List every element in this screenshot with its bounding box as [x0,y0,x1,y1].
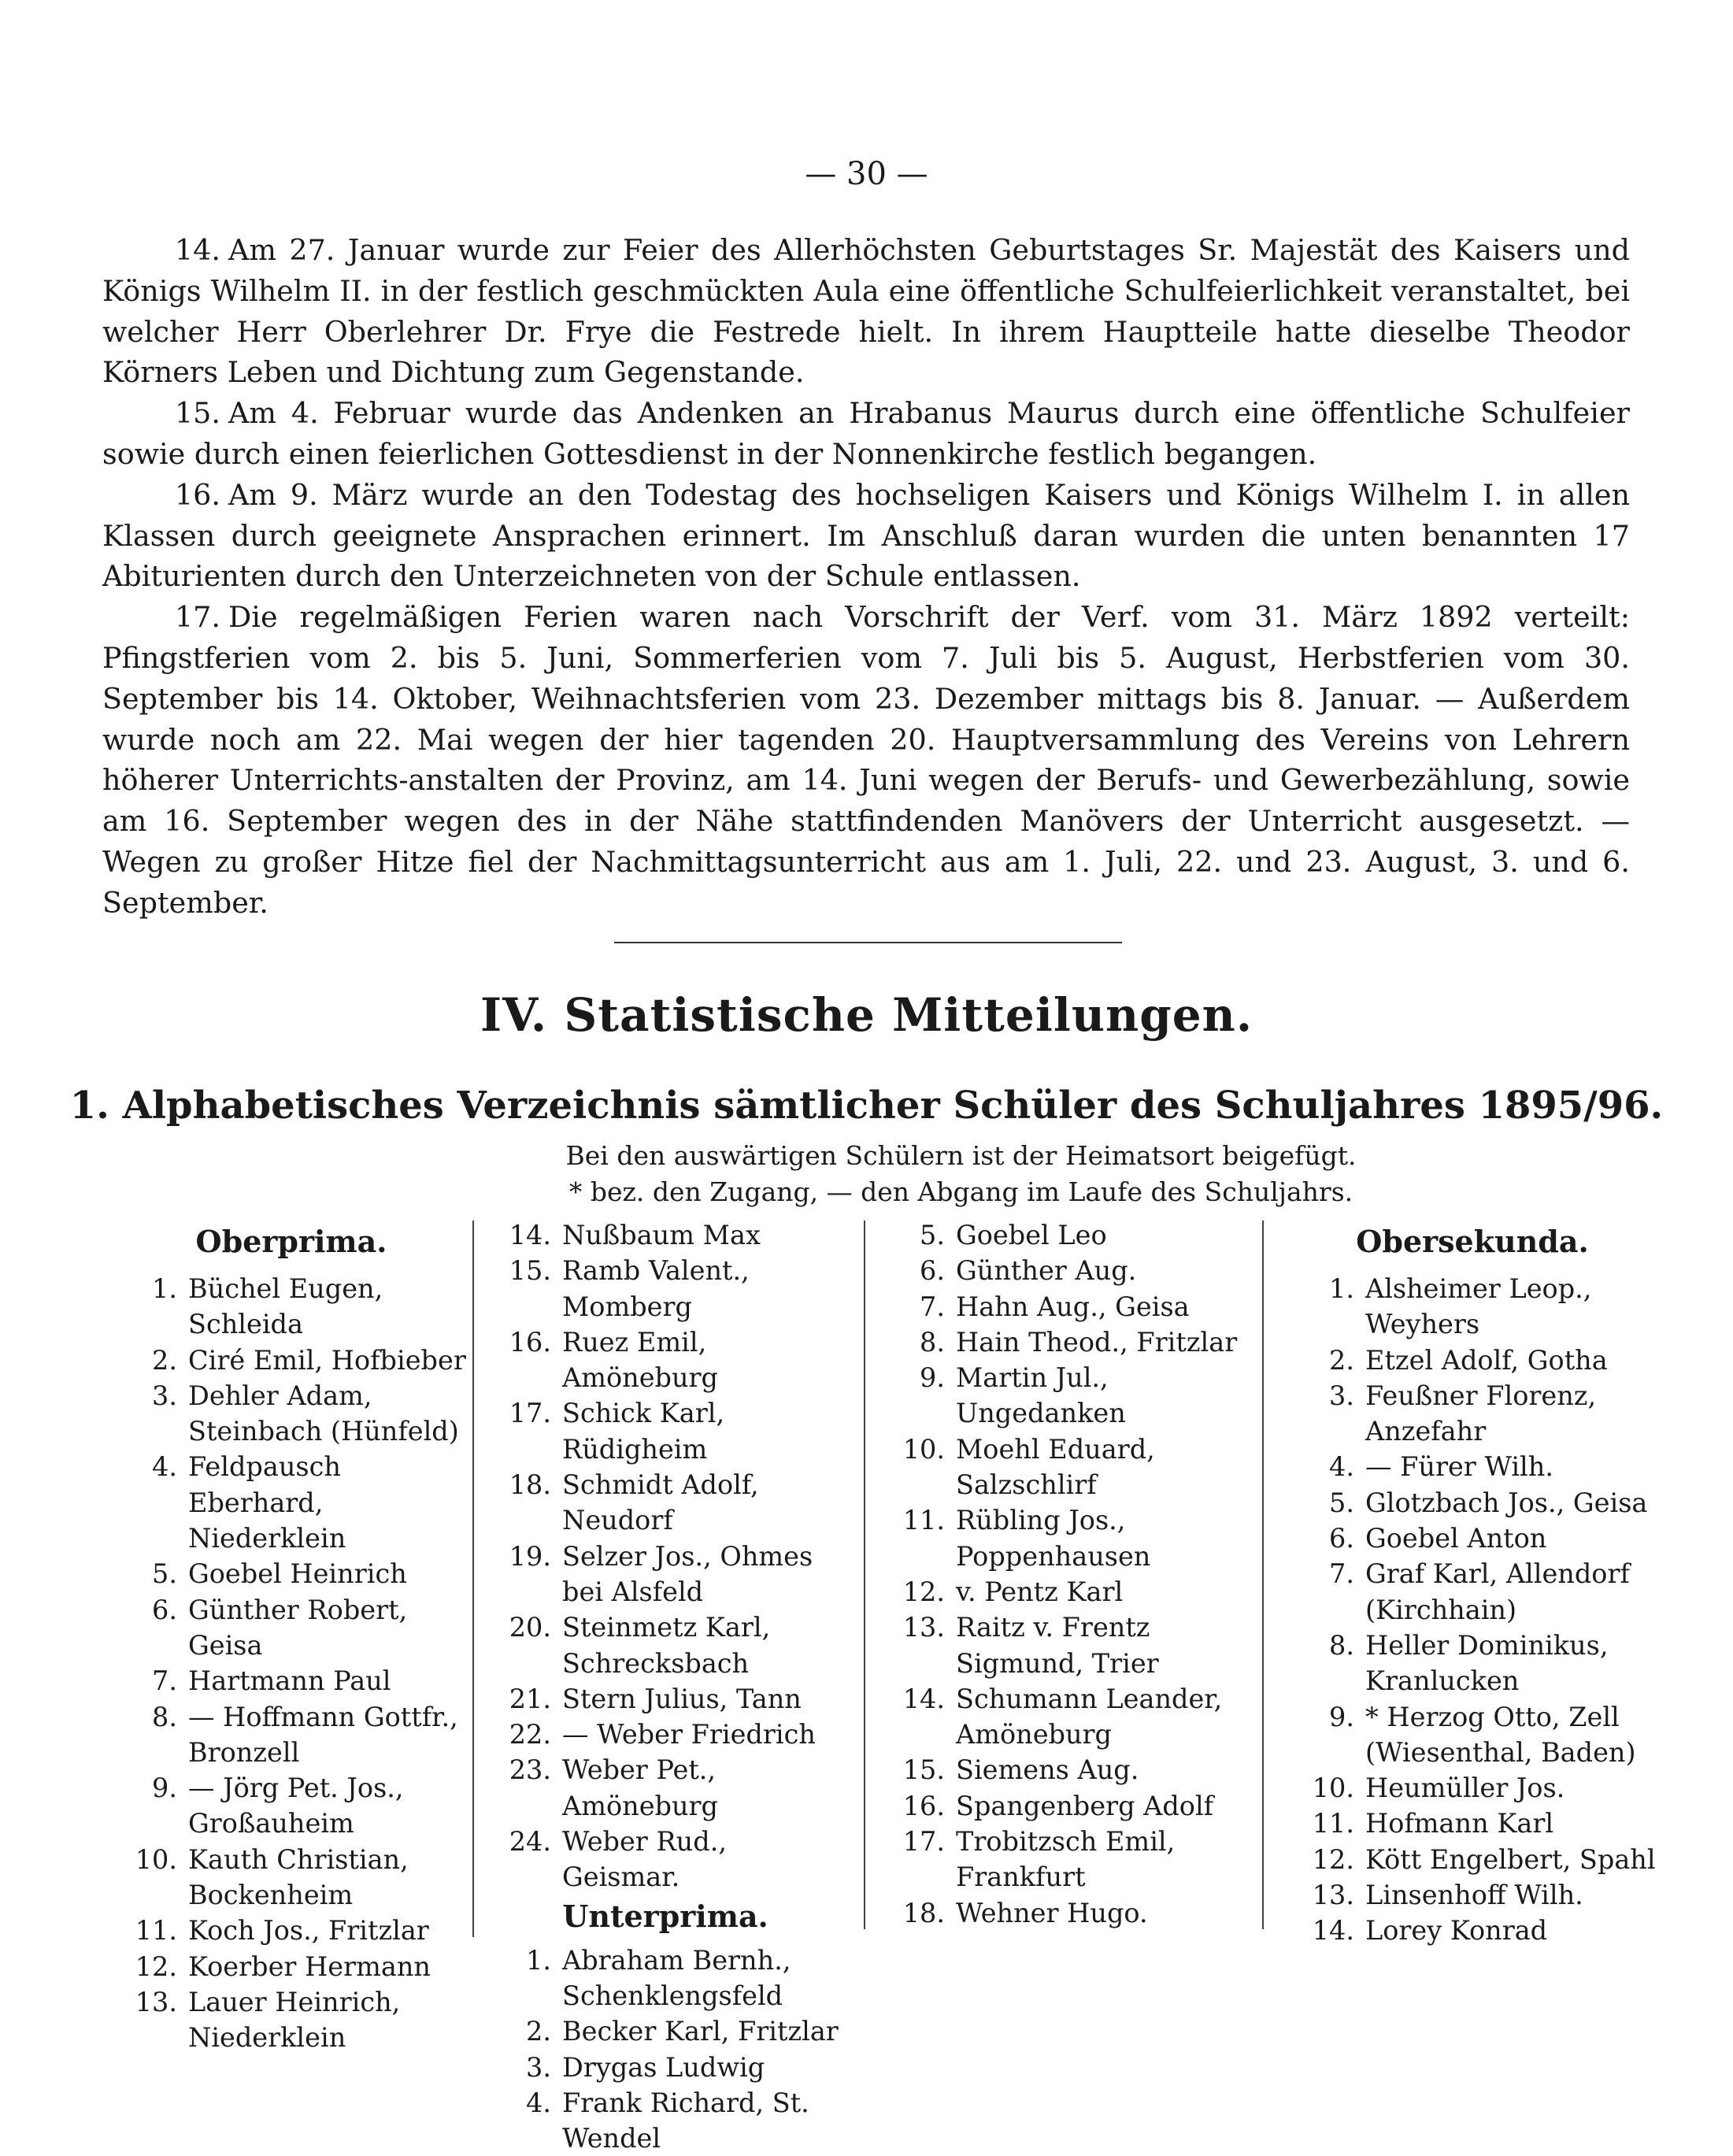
student-number: 17. [902,1826,945,1858]
student-name: Wehner Hugo. [956,1897,1148,1928]
student-name: Feußner Florenz, Anzefahr [1365,1380,1597,1447]
student-entry [480,2013,850,2049]
student-name: Heumüller Jos. [1365,1773,1565,1804]
student-entry [1283,1770,1661,1806]
student-number: 8. [920,1326,945,1358]
paragraph-number: 16. [174,477,220,512]
student-name: — Weber Friedrich [562,1719,816,1750]
paragraph-17 [102,597,1630,923]
student-entry [480,1610,850,1681]
student-name: Kött Engelbert, Spahl [1365,1843,1656,1875]
student-entry [106,1949,476,1984]
student-number: 15. [902,1754,945,1786]
student-number: 3. [152,1380,177,1411]
student-number: 9. [152,1773,177,1804]
student-number: 2. [526,2016,551,2047]
student-number: 5. [1329,1487,1354,1518]
student-number: 20. [509,1612,551,1643]
student-number: 16. [902,1790,945,1821]
student-entry [1283,1877,1661,1913]
student-name: — Jörg Pet. Jos., Großauheim [188,1773,404,1839]
student-entry [106,1592,476,1664]
student-entry [106,1984,476,2056]
paragraph-number: 15. [174,396,220,431]
paragraph-number: 14. [174,233,220,267]
student-name: v. Pentz Karl [956,1576,1124,1607]
student-name: Kauth Christian, Bockenheim [188,1843,409,1911]
student-name: Feldpausch Eberhard, Niederklein [188,1451,346,1554]
student-name: Alsheimer Leop., Weyhers [1365,1273,1592,1340]
student-entry [106,1663,476,1698]
student-entry [874,1502,1256,1574]
student-number: 10. [902,1433,945,1465]
student-name: Goebel Anton [1365,1523,1547,1554]
student-name: Ciré Emil, Hofbieber [188,1344,466,1376]
student-name: Siemens Aug. [956,1754,1139,1786]
student-number: 21. [509,1683,551,1714]
student-name: Hofmann Karl [1365,1808,1554,1839]
student-number: 7. [152,1665,177,1697]
paragraph-text: Die regelmäßigen Ferien waren nach Vorschrift der Verf. vom 31. März 1892 verteilt: Pfingstferien vom 2. bis 5. Juni, Sommerferien vom 7. Juli bis 5. August, Herbstferien vom 30. September bis 14. Oktober, Weihnachtsferien vom 23. Dezember mittags bis 8. Januar. — Außerdem wurde noch am 22. Mai wegen der hier tagenden 20. Hauptversammlung des Vereins von Lehrern höherer Unterrichts-anstalten der Provinz, am 14. Juni wegen der Berufs- und Gewerbezählung, sowie am 16. September wegen des in der Nähe stattfindenden Manövers der Unterricht ausgesetzt. — Wegen zu großer Hitze fiel der Nachmittagsunterricht aus am 1. Juli, 22. und 23. August, 3. und 6. September. [102,600,1630,920]
student-name: Nußbaum Max [562,1220,761,1250]
student-number: 3. [1329,1380,1354,1411]
student-name: Becker Karl, Fritzlar [562,2016,839,2047]
student-entry [1283,1378,1661,1450]
student-name: Linsenhoff Wilh. [1365,1880,1583,1911]
student-entry [480,1467,850,1539]
student-number: 4. [526,2087,551,2118]
student-entry [874,1432,1256,1503]
student-entry [106,1449,476,1556]
student-name: Frank Richard, St. Wendel [562,2087,809,2154]
student-number: 9. [920,1362,945,1394]
student-name: Schick Karl, Rüdigheim [562,1398,725,1465]
student-list [106,1271,476,2056]
list-note-legend: * bez. den Zugang, — den Abgang im Laufe des Schuljahrs. [568,1176,1353,1207]
student-entry [1283,1343,1661,1378]
student-number: 14. [509,1220,551,1250]
student-name: Hain Theod., Fritzlar [956,1326,1238,1358]
student-name: Lorey Konrad [1365,1915,1548,1947]
student-name: Goebel Leo [956,1220,1107,1250]
student-name: Günther Robert, Geisa [188,1594,408,1661]
student-name: Schmidt Adolf, Neudorf [562,1469,759,1536]
student-number: 13. [1312,1880,1354,1911]
student-entry [1283,1521,1661,1556]
student-entry [106,1343,476,1378]
student-name: Büchel Eugen, Schleida [188,1273,383,1340]
student-name: Lauer Heinrich, Niederklein [188,1986,401,2054]
student-entry [480,1752,850,1824]
student-number: 17. [509,1398,551,1429]
student-name: — Fürer Wilh. [1365,1451,1553,1483]
list-title: 1. Alphabetisches Verzeichnis sämtlicher Schüler des Schuljahres 1895/96. [69,1084,1664,1128]
student-entry [874,1788,1256,1824]
student-entry [480,1395,850,1467]
student-number: 4. [1329,1451,1354,1483]
list-note-home-town: Bei den auswärtigen Schülern ist der Heimatsort beigefügt. [565,1140,1357,1171]
student-entry [874,1574,1256,1610]
student-number: 18. [509,1469,551,1501]
student-number: 16. [509,1326,551,1358]
student-entry [874,1824,1256,1895]
paragraph-14 [102,230,1630,393]
student-number: 19. [509,1540,551,1572]
student-name: Steinmetz Karl, Schrecksbach [562,1612,771,1679]
student-name: Moehl Eduard, Salzschlirf [956,1433,1155,1501]
student-entry [106,1556,476,1591]
student-entry [480,1217,850,1253]
student-number: 10. [1312,1773,1354,1804]
student-entry [1283,1806,1661,1841]
student-name: Günther Aug. [956,1255,1137,1287]
student-number: 12. [135,1950,177,1982]
paragraph-text: Am 9. März wurde an den Todestag des hochseligen Kaisers und Königs Wilhelm I. in allen Klassen durch geeignete Ansprachen erinnert. Im Anschluß daran wurden die unten benannten 17 Abiturienten durch den Unterzeichneten von der Schule entlassen. [102,477,1630,594]
student-number: 6. [152,1594,177,1625]
student-number: 6. [920,1255,945,1287]
student-list [480,1217,850,1895]
student-name: Trobitzsch Emil, Frankfurt [956,1826,1176,1893]
student-entry [874,1324,1256,1360]
student-name: Hartmann Paul [188,1665,391,1697]
student-entry [874,1289,1256,1324]
student-entry [106,1699,476,1771]
student-number: 1. [1329,1273,1354,1304]
student-number: 14. [1312,1915,1354,1947]
student-entry [106,1913,476,1948]
student-name: Koch Jos., Fritzlar [188,1915,429,1947]
student-entry [480,2050,850,2085]
student-number: 11. [1312,1808,1354,1839]
student-name: Goebel Heinrich [188,1558,407,1590]
student-name: Abraham Bernh., Schenklengsfeld [562,1944,791,2011]
student-name: Spangenberg Adolf [956,1790,1214,1821]
student-name: Ruez Emil, Amöneburg [562,1326,719,1394]
student-number: 1. [526,1944,551,1976]
student-number: 7. [1329,1558,1354,1590]
student-name: Glotzbach Jos., Geisa [1365,1487,1648,1518]
student-number: 13. [902,1612,945,1643]
student-entry [480,1943,850,2014]
student-name: Etzel Adolf, Gotha [1365,1344,1608,1376]
paragraph-text: Am 4. Februar wurde das Andenken an Hrabanus Maurus durch eine öffentliche Schulfeier sowie durch einen feierlichen Gottesdienst in der Nonnenkirche festlich begangen. [102,396,1630,471]
student-list [480,1943,850,2156]
student-number: 3. [526,2051,551,2083]
student-entry [874,1253,1256,1288]
student-entry [1283,1449,1661,1484]
student-name: Raitz v. Frentz Sigmund, Trier [956,1612,1159,1679]
section-title: IV. Statistische Mitteilungen. [480,988,1253,1042]
student-number: 2. [152,1344,177,1376]
student-number: 5. [152,1558,177,1590]
student-number: 23. [509,1754,551,1786]
student-entry [1283,1271,1661,1343]
section-divider [614,942,1122,943]
student-number: 2. [1329,1344,1354,1376]
student-name: Dehler Adam, Steinbach (Hünfeld) [188,1380,459,1447]
student-name: Rübling Jos., Poppenhausen [956,1505,1151,1572]
student-name: Weber Pet., Amöneburg [562,1754,719,1821]
student-number: 18. [902,1897,945,1928]
student-entry [874,1360,1256,1432]
page-number: — 30 — [805,156,928,192]
student-entry [874,1217,1256,1253]
student-entry [480,1681,850,1717]
student-entry [106,1378,476,1450]
student-name: — Hoffmann Gottfr., Bronzell [188,1701,458,1768]
student-entry [106,1271,476,1343]
student-name: Stern Julius, Tann [562,1683,802,1714]
column-unterprima-cont [874,1217,1256,1931]
student-entry [1283,1628,1661,1699]
column-oberprima-cont [480,1217,850,2156]
student-entry [874,1610,1256,1681]
student-number: 14. [902,1683,945,1714]
student-number: 12. [1312,1843,1354,1875]
student-entry [874,1752,1256,1787]
student-entry [480,2085,850,2156]
student-number: 1. [152,1273,177,1304]
body-paragraphs [102,230,1630,924]
student-entry [106,1770,476,1842]
student-number: 11. [135,1915,177,1947]
student-entry [1283,1556,1661,1628]
paragraph-15 [102,393,1630,475]
student-number: 9. [1329,1701,1354,1732]
student-list [874,1217,1256,1931]
column-divider [864,1221,865,1929]
paragraph-text: Am 27. Januar wurde zur Feier des Allerhöchsten Geburtstages Sr. Majestät des Kaisers und Königs Wilhelm II. in der festlich geschmückten Aula eine öffentliche Schulfeierlichkeit veranstaltet, bei welcher Herr Oberlehrer Dr. Frye die Festrede hielt. In ihrem Hauptteile hatte dieselbe Theodor Körners Leben und Dichtung zum Gegenstande. [102,233,1630,390]
student-entry [1283,1485,1661,1521]
student-number: 5. [920,1220,945,1250]
student-entry [1283,1913,1661,1948]
student-name: Hahn Aug., Geisa [956,1291,1190,1322]
student-name: Koerber Hermann [188,1950,431,1982]
student-name: Weber Rud., Geismar. [562,1826,727,1893]
student-entry [106,1842,476,1913]
student-name: Selzer Jos., Ohmes bei Alsfeld [562,1540,813,1607]
column-obersekunda [1283,1217,1661,1949]
student-name: Schumann Leander, Amöneburg [956,1683,1223,1750]
student-entry [480,1824,850,1895]
student-entry [480,1324,850,1396]
student-number: 8. [152,1701,177,1732]
student-number: 12. [902,1576,945,1607]
student-number: 22. [509,1719,551,1750]
student-list [1283,1271,1661,1949]
student-entry [874,1895,1256,1931]
student-number: 4. [152,1451,177,1483]
student-entry [1283,1699,1661,1771]
student-entry [480,1717,850,1752]
column-oberprima [106,1217,476,2056]
class-heading: Unterprima. [562,1898,768,1934]
class-heading: Obersekunda. [1356,1224,1589,1259]
student-number: 10. [135,1843,177,1875]
student-number: 6. [1329,1523,1354,1554]
student-entry [480,1253,850,1324]
student-entry [1283,1842,1661,1877]
student-name: Heller Dominikus, Kranlucken [1365,1629,1609,1697]
student-number: 24. [509,1826,551,1858]
student-number: 8. [1329,1629,1354,1661]
class-heading: Oberprima. [195,1224,387,1259]
student-number: 13. [135,1986,177,2017]
student-name: Drygas Ludwig [562,2051,765,2083]
student-name: * Herzog Otto, Zell (Wiesenthal, Baden) [1365,1701,1636,1768]
paragraph-16 [102,475,1630,597]
student-entry [480,1539,850,1610]
student-number: 7. [920,1291,945,1322]
student-name: Martin Jul., Ungedanken [956,1362,1126,1429]
student-number: 15. [509,1255,551,1287]
paragraph-number: 17. [174,600,220,635]
student-name: Ramb Valent., Momberg [562,1255,750,1322]
student-number: 11. [902,1505,945,1536]
column-divider [1262,1221,1264,1929]
student-name: Graf Karl, Allendorf (Kirchhain) [1365,1558,1630,1625]
student-entry [874,1681,1256,1753]
